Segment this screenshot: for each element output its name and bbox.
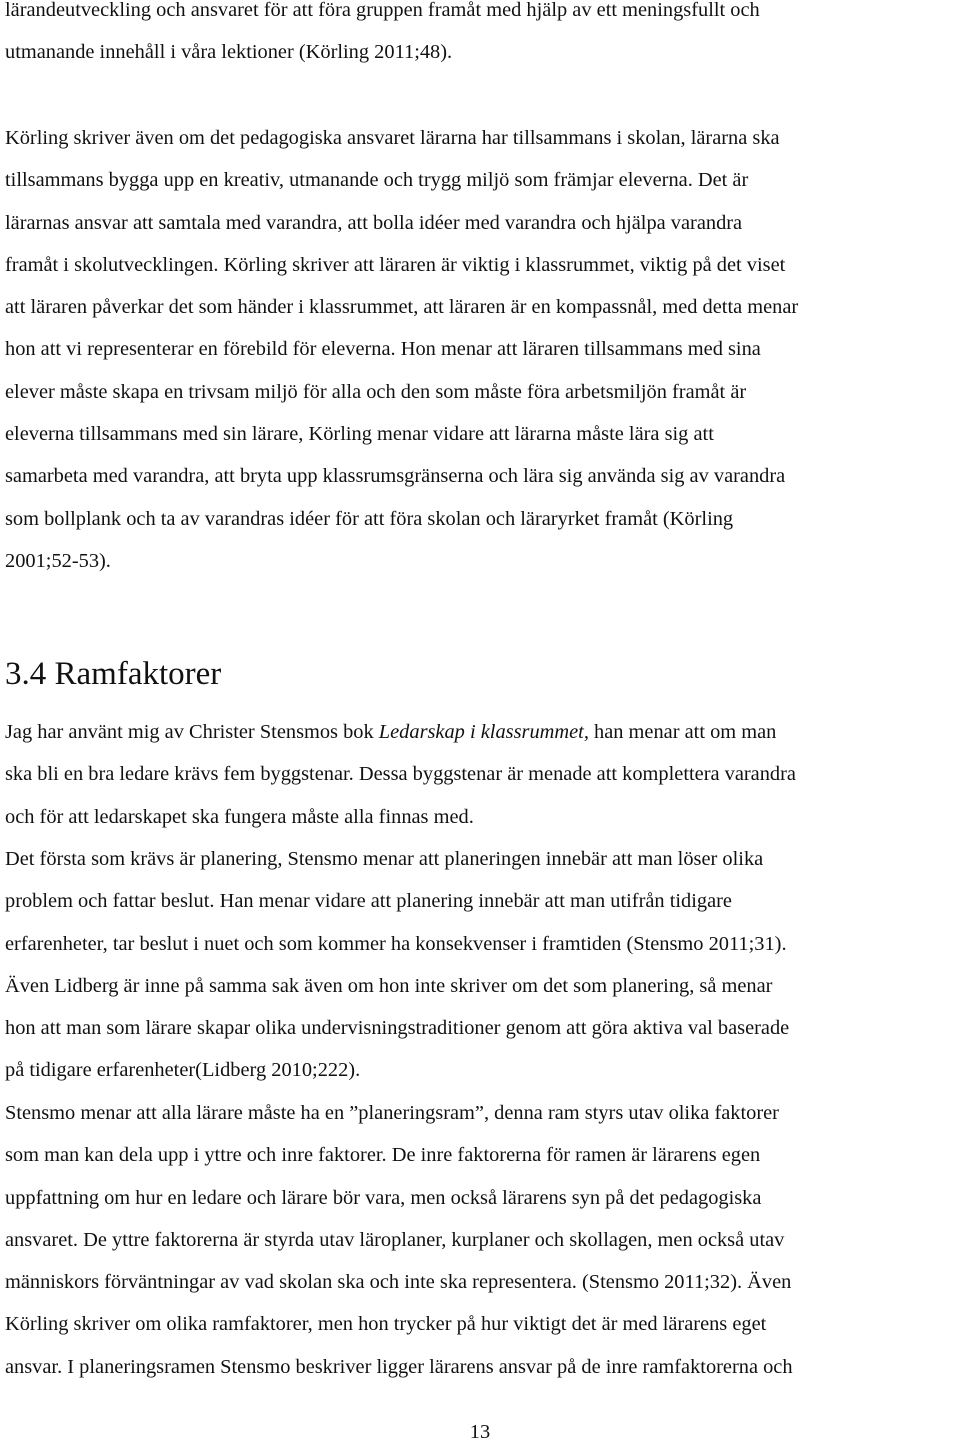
paragraph-korling-responsibility: Körling skriver även om det pedagogiska ansvaret lärarna har tillsammans i skolan, lärarna ska tillsammans bygga upp en kreativ, utmanande och trygg miljö som främjar eleverna. Det är lärarnas ansvar att samtala med varandra, att bolla idéer med varandra och hjälpa varandra framåt i skolutvecklingen. Körling skriver att läraren är viktig i klassrummet, viktig på det viset att läraren påverkar det som händer i klassrummet, att läraren är en kompassnål, med detta menar hon att vi representerar en förebild för eleverna. Hon menar att läraren tillsammans med sina elever måste skapa en trivsam miljö för alla och den som måste föra arbetsmiljön framåt är eleverna tillsammans med sin lärare, Körling menar vidare att lärarna måste lära sig att samarbeta med varandra, att bryta upp klassrumsgränserna och lära sig använda sig av varandra som bollplank och ta av varandras idéer för att föra skolan och läraryrket framåt (Körling 2001;52-53).	[5, 127, 799, 572]
paragraph-text: Jag har använt mig av Christer Stensmos bok	[5, 721, 379, 743]
paragraph-planning-frame: Stensmo menar att alla lärare måste ha en ”planeringsram”, denna ram styrs utav olika faktorer som man kan dela upp i yttre och inre faktorer. De inre faktorerna för ramen är lärarens egen uppfattning om hur en ledare och lärare bör vara, men också lärarens syn på det pedagogiska ansvaret. De yttre faktorerna är styrda utav läroplaner, kurplaner och skollagen, men också utav människors förväntningar av vad skolan ska och inte ska representera. (Stensmo 2011;32). Även Körling skriver om olika ramfaktorer, men hon trycker på hur viktigt det är med lärarens eget ansvar. I planeringsramen Stensmo beskriver ligger lärarens ansvar på de inre ramfaktorerna och	[5, 1102, 793, 1378]
paragraph-continuation: lärandeutveckling och ansvaret för att föra gruppen framåt med hjälp av ett meningsfullt och utmanande innehåll i våra lektioner (Körling 2011;48).	[5, 0, 760, 64]
section-heading: 3.4 Ramfaktorer	[5, 656, 222, 692]
paragraph-planning: Det första som krävs är planering, Stensmo menar att planeringen innebär att man löser olika problem och fattar beslut. Han menar vidare att planering innebär att man utifrån tidigare erfarenheter, tar beslut i nuet och som kommer ha konsekvenser i framtiden (Stensmo 2011;31). Även Lidberg är inne på samma sak även om hon inte skriver om det som planering, så menar hon att man som lärare skapar olika undervisningstraditioner genom att göra aktiva val baserade på tidigare erfarenheter(Lidberg 2010;222).	[5, 848, 790, 1082]
page-number: 13	[469, 1421, 491, 1443]
paragraph-text: han menar att om man ska bli en bra ledare krävs fem byggstenar. Dessa byggstenar är menade att komplettera varandra och för att ledarskapet ska fungera måste alla finnas med.	[5, 721, 796, 828]
book-title: Ledarskap i klassrummet,	[378, 721, 589, 743]
paragraph-stensmo-intro	[5, 711, 957, 838]
